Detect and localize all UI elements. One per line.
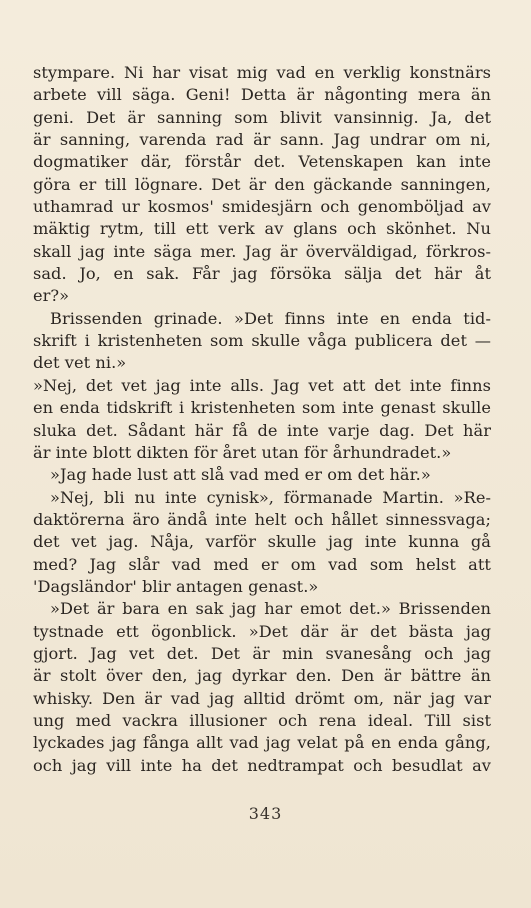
text-line: sluka det. Sådant här få de inte varje dag. Det här [33, 420, 491, 440]
text-line: mäktig rytm, till ett verk av glans och skönhet. Nu [33, 219, 491, 239]
text-line: dogmatiker där, förstår det. Vetenskapen kan inte [33, 152, 491, 172]
page-number: 343 [248, 804, 283, 823]
text-line: »Jag hade lust att slå vad med er om det här.» [50, 465, 431, 485]
text-line: arbete vill säga. Geni! Detta är någonting mera än [33, 85, 491, 105]
text-line: en enda tidskrift i kristenheten som inte genast skulle [33, 398, 491, 418]
text-line: göra er till lögnare. Det är den gäckande sanningen, [33, 174, 491, 194]
text-line: är sanning, varenda rad är sann. Jag undrar om ni, [33, 130, 491, 150]
text-line: uthamrad ur kosmos' smidesjärn och genomböljad av [33, 197, 491, 217]
text-line: stympare. Ni har visat mig vad en verklig konstnärs [33, 63, 491, 82]
text-line: whisky. Den är vad jag alltid drömt om, när jag var [33, 688, 491, 708]
text-line: er?» [33, 286, 70, 306]
text-line: lyckades jag fånga allt vad jag velat på en enda gång, [33, 733, 491, 753]
text-line: Brissenden grinade. »Det finns inte en enda tid- [50, 308, 491, 328]
text-line: »Det är bara en sak jag har emot det.» Brissenden [50, 599, 491, 619]
text-line: skrift i kristenheten som skulle våga publicera det — [33, 331, 491, 351]
text-line: är stolt över den, jag dyrkar den. Den är bättre än [33, 666, 491, 686]
text-line: med? Jag slår vad med er om vad som helst att [33, 554, 491, 574]
text-line: »Nej, det vet jag inte alls. Jag vet att det inte finns [33, 375, 491, 395]
body-text [33, 62, 491, 777]
text-line: skall jag inte säga mer. Jag är överväldigad, förkros- [33, 241, 491, 261]
text-line: sad. Jo, en sak. Får jag försöka sälja det här åt [33, 264, 491, 284]
text-line: tystnade ett ögonblick. »Det där är det bästa jag [33, 621, 491, 641]
text-line: geni. Det är sanning som blivit vansinnig. Ja, det [33, 107, 491, 127]
text-line: och jag vill inte ha det nedtrampat och besudlat av [33, 755, 491, 775]
text-line: »Nej, bli nu inte cynisk», förmanade Martin. »Re- [50, 487, 491, 507]
text-line: gjort. Jag vet det. Det är min svanesång och jag [33, 643, 491, 663]
text-line: 'Dagsländor' blir antagen genast.» [33, 576, 319, 596]
text-line: daktörerna äro ändå inte helt och hållet sinnessvaga; [33, 509, 491, 529]
text-line: det vet ni.» [33, 353, 127, 373]
text-line: det vet jag. Nåja, varför skulle jag inte kunna gå [33, 532, 491, 552]
text-line: ung med vackra illusioner och rena ideal. Till sist [33, 710, 491, 730]
text-line: är inte blott dikten för året utan för århundradet.» [33, 442, 452, 462]
